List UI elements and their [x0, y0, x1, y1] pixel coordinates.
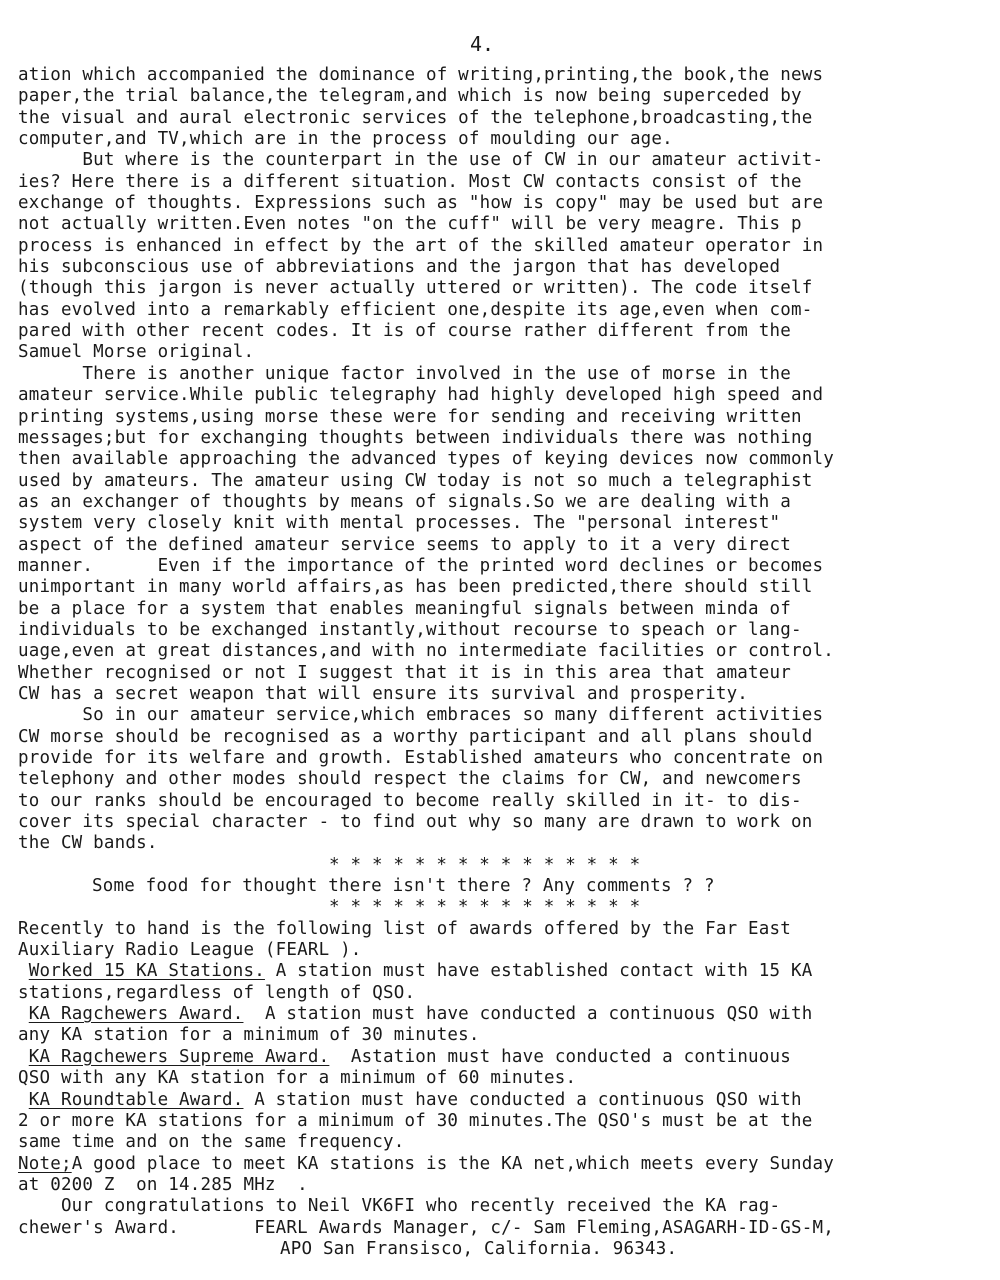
- separator-stars-text: * * * * * * * * * * * * * * *: [329, 897, 641, 918]
- text-line: telephony and other modes should respect the claims for CW, and newcomers: [18, 769, 802, 790]
- award-text-line: same time and on the same frequency.: [18, 1132, 405, 1153]
- award-item: [18, 1047, 834, 1068]
- text-line: unimportant in many world affairs,as has been predicted,there should still: [18, 577, 813, 598]
- separator-stars: [18, 855, 834, 876]
- text-line: manner. Even if the importance of the printed word declines or becomes: [18, 555, 824, 576]
- award-item: [18, 1090, 834, 1111]
- text-line: CW has a secret weapon that will ensure its survival and prosperity.: [18, 683, 749, 704]
- award-text-line: stations,regardless of length of QSO.: [18, 982, 416, 1003]
- page-number: 4.: [470, 32, 495, 56]
- text-line: CW morse should be recognised as a worthy participant and all plans should: [18, 726, 813, 747]
- text-line: the CW bands.: [18, 833, 158, 854]
- text-line: There is another unique factor involved in the use of morse in the: [18, 363, 791, 384]
- text-line: ation which accompanied the dominance of writing,printing,the book,the news: [18, 65, 824, 85]
- award-title: KA Ragchewers Award.: [28, 1004, 244, 1025]
- food-for-thought-line: [18, 876, 834, 897]
- text-line: So in our amateur service,which embraces so many different activities: [18, 705, 824, 726]
- text-line: individuals to be exchanged instantly,without recourse to speach or lang-: [18, 619, 802, 640]
- congrats-text: chewer's Award.: [18, 1217, 180, 1238]
- award-text-line: any KA station for a minimum of 30 minutes.: [18, 1025, 480, 1046]
- award-title: Worked 15 KA Stations.: [28, 961, 265, 982]
- article-body: [18, 65, 834, 1260]
- award-text-line: 2 or more KA stations for a minimum of 30 minutes.The QSO's must be at the: [18, 1110, 813, 1131]
- award-text-line: QSO with any KA station for a minimum of 60 minutes.: [18, 1068, 577, 1089]
- awards-intro-line: Recently to hand is the following list of awards offered by the Far East: [18, 918, 791, 939]
- note-line: [18, 1154, 834, 1175]
- award-text: A station must have established contact with 15 KA: [264, 961, 813, 982]
- text-line: aspect of the defined amateur service seems to apply to it a very direct: [18, 534, 791, 555]
- award-text: A station must have conducted a continuous QSO with: [243, 1004, 813, 1025]
- text-line: messages;but for exchanging thoughts between individuals there was nothing: [18, 427, 813, 448]
- text-line: process is enhanced in effect by the art of the skilled amateur operator in: [18, 235, 824, 256]
- text-line: provide for its welfare and growth. Established amateurs who concentrate on: [18, 748, 824, 768]
- text-line: ies? Here there is a different situation. Most CW contacts consist of the: [18, 171, 802, 192]
- food-for-thought-text: Some food for thought there isn't there ? Any comments ? ?: [92, 876, 715, 897]
- congrats-line: Our congratulations to Neil VK6FI who recently received the KA rag-: [18, 1196, 781, 1217]
- text-line: his subconscious use of abbreviations and the jargon that has developed: [18, 257, 781, 278]
- award-text: A station must have conducted a continuous QSO with: [243, 1089, 802, 1110]
- awards-manager-address: FEARL Awards Manager, c/- Sam Fleming,ASAGARH-ID-GS-M,: [254, 1217, 834, 1238]
- text-line: exchange of thoughts. Expressions such as "how is copy" may be used but are: [18, 193, 824, 214]
- note-text: A good place to meet KA stations is the KA net,which meets every Sunday: [71, 1153, 834, 1174]
- text-line: to our ranks should be encouraged to become really skilled in it- to dis-: [18, 790, 802, 811]
- text-line: printing systems,using morse these were for sending and receiving written: [18, 406, 802, 427]
- text-line: has evolved into a remarkably efficient one,despite its age,even when com-: [18, 299, 813, 320]
- award-item: [18, 961, 834, 982]
- text-line: amateur service.While public telegraphy had highly developed high speed and: [18, 385, 824, 406]
- text-line: then available approaching the advanced types of keying devices now commonly: [18, 449, 834, 470]
- text-line: cover its special character - to find out why so many are drawn to work on: [18, 812, 813, 833]
- text-line: (though this jargon is never actually uttered or written). The code itself: [18, 278, 813, 299]
- congrats-manager-line: [18, 1218, 834, 1239]
- separator-stars: [18, 897, 834, 918]
- note-label: Note;: [18, 1153, 72, 1174]
- text-line: as an exchanger of thoughts by means of signals.So we are dealing with a: [18, 491, 791, 512]
- text-line: paper,the trial balance,the telegram,and which is now being superceded by: [18, 86, 802, 107]
- award-item: [18, 1004, 834, 1025]
- awards-manager-address-line2: APO San Fransisco, California. 96343.: [280, 1238, 678, 1259]
- text-line: Whether recognised or not I suggest that it is in this area that amateur: [18, 662, 791, 683]
- text-line: Samuel Morse original.: [18, 342, 255, 363]
- text-line: But where is the counterpart in the use of CW in our amateur activit-: [18, 150, 824, 171]
- text-line: pared with other recent codes. It is of course rather different from the: [18, 321, 791, 342]
- awards-intro-line: Auxiliary Radio League (FEARL ).: [18, 940, 362, 961]
- text-line: used by amateurs. The amateur using CW today is not so much a telegraphist: [18, 470, 813, 491]
- text-line: computer,and TV,which are in the process of moulding our age.: [18, 129, 673, 150]
- text-line: the visual and aural electronic services of the telephone,broadcasting,the: [18, 107, 813, 128]
- award-title: KA Ragchewers Supreme Award.: [28, 1046, 330, 1067]
- text-line: not actually written.Even notes "on the cuff" will be very meagre. This p: [18, 214, 802, 235]
- award-title: KA Roundtable Award.: [28, 1089, 244, 1110]
- note-text-line: at 0200 Z on 14.285 MHz .: [18, 1174, 308, 1195]
- text-line: uage,even at great distances,and with no intermediate facilities or control.: [18, 641, 834, 662]
- separator-stars-text: * * * * * * * * * * * * * * *: [329, 854, 641, 875]
- manager-address-line: [18, 1239, 834, 1260]
- award-text: Astation must have conducted a continuous: [329, 1046, 792, 1067]
- text-line: be a place for a system that enables meaningful signals between minda of: [18, 598, 791, 619]
- text-line: system very closely knit with mental processes. The "personal interest": [18, 513, 781, 534]
